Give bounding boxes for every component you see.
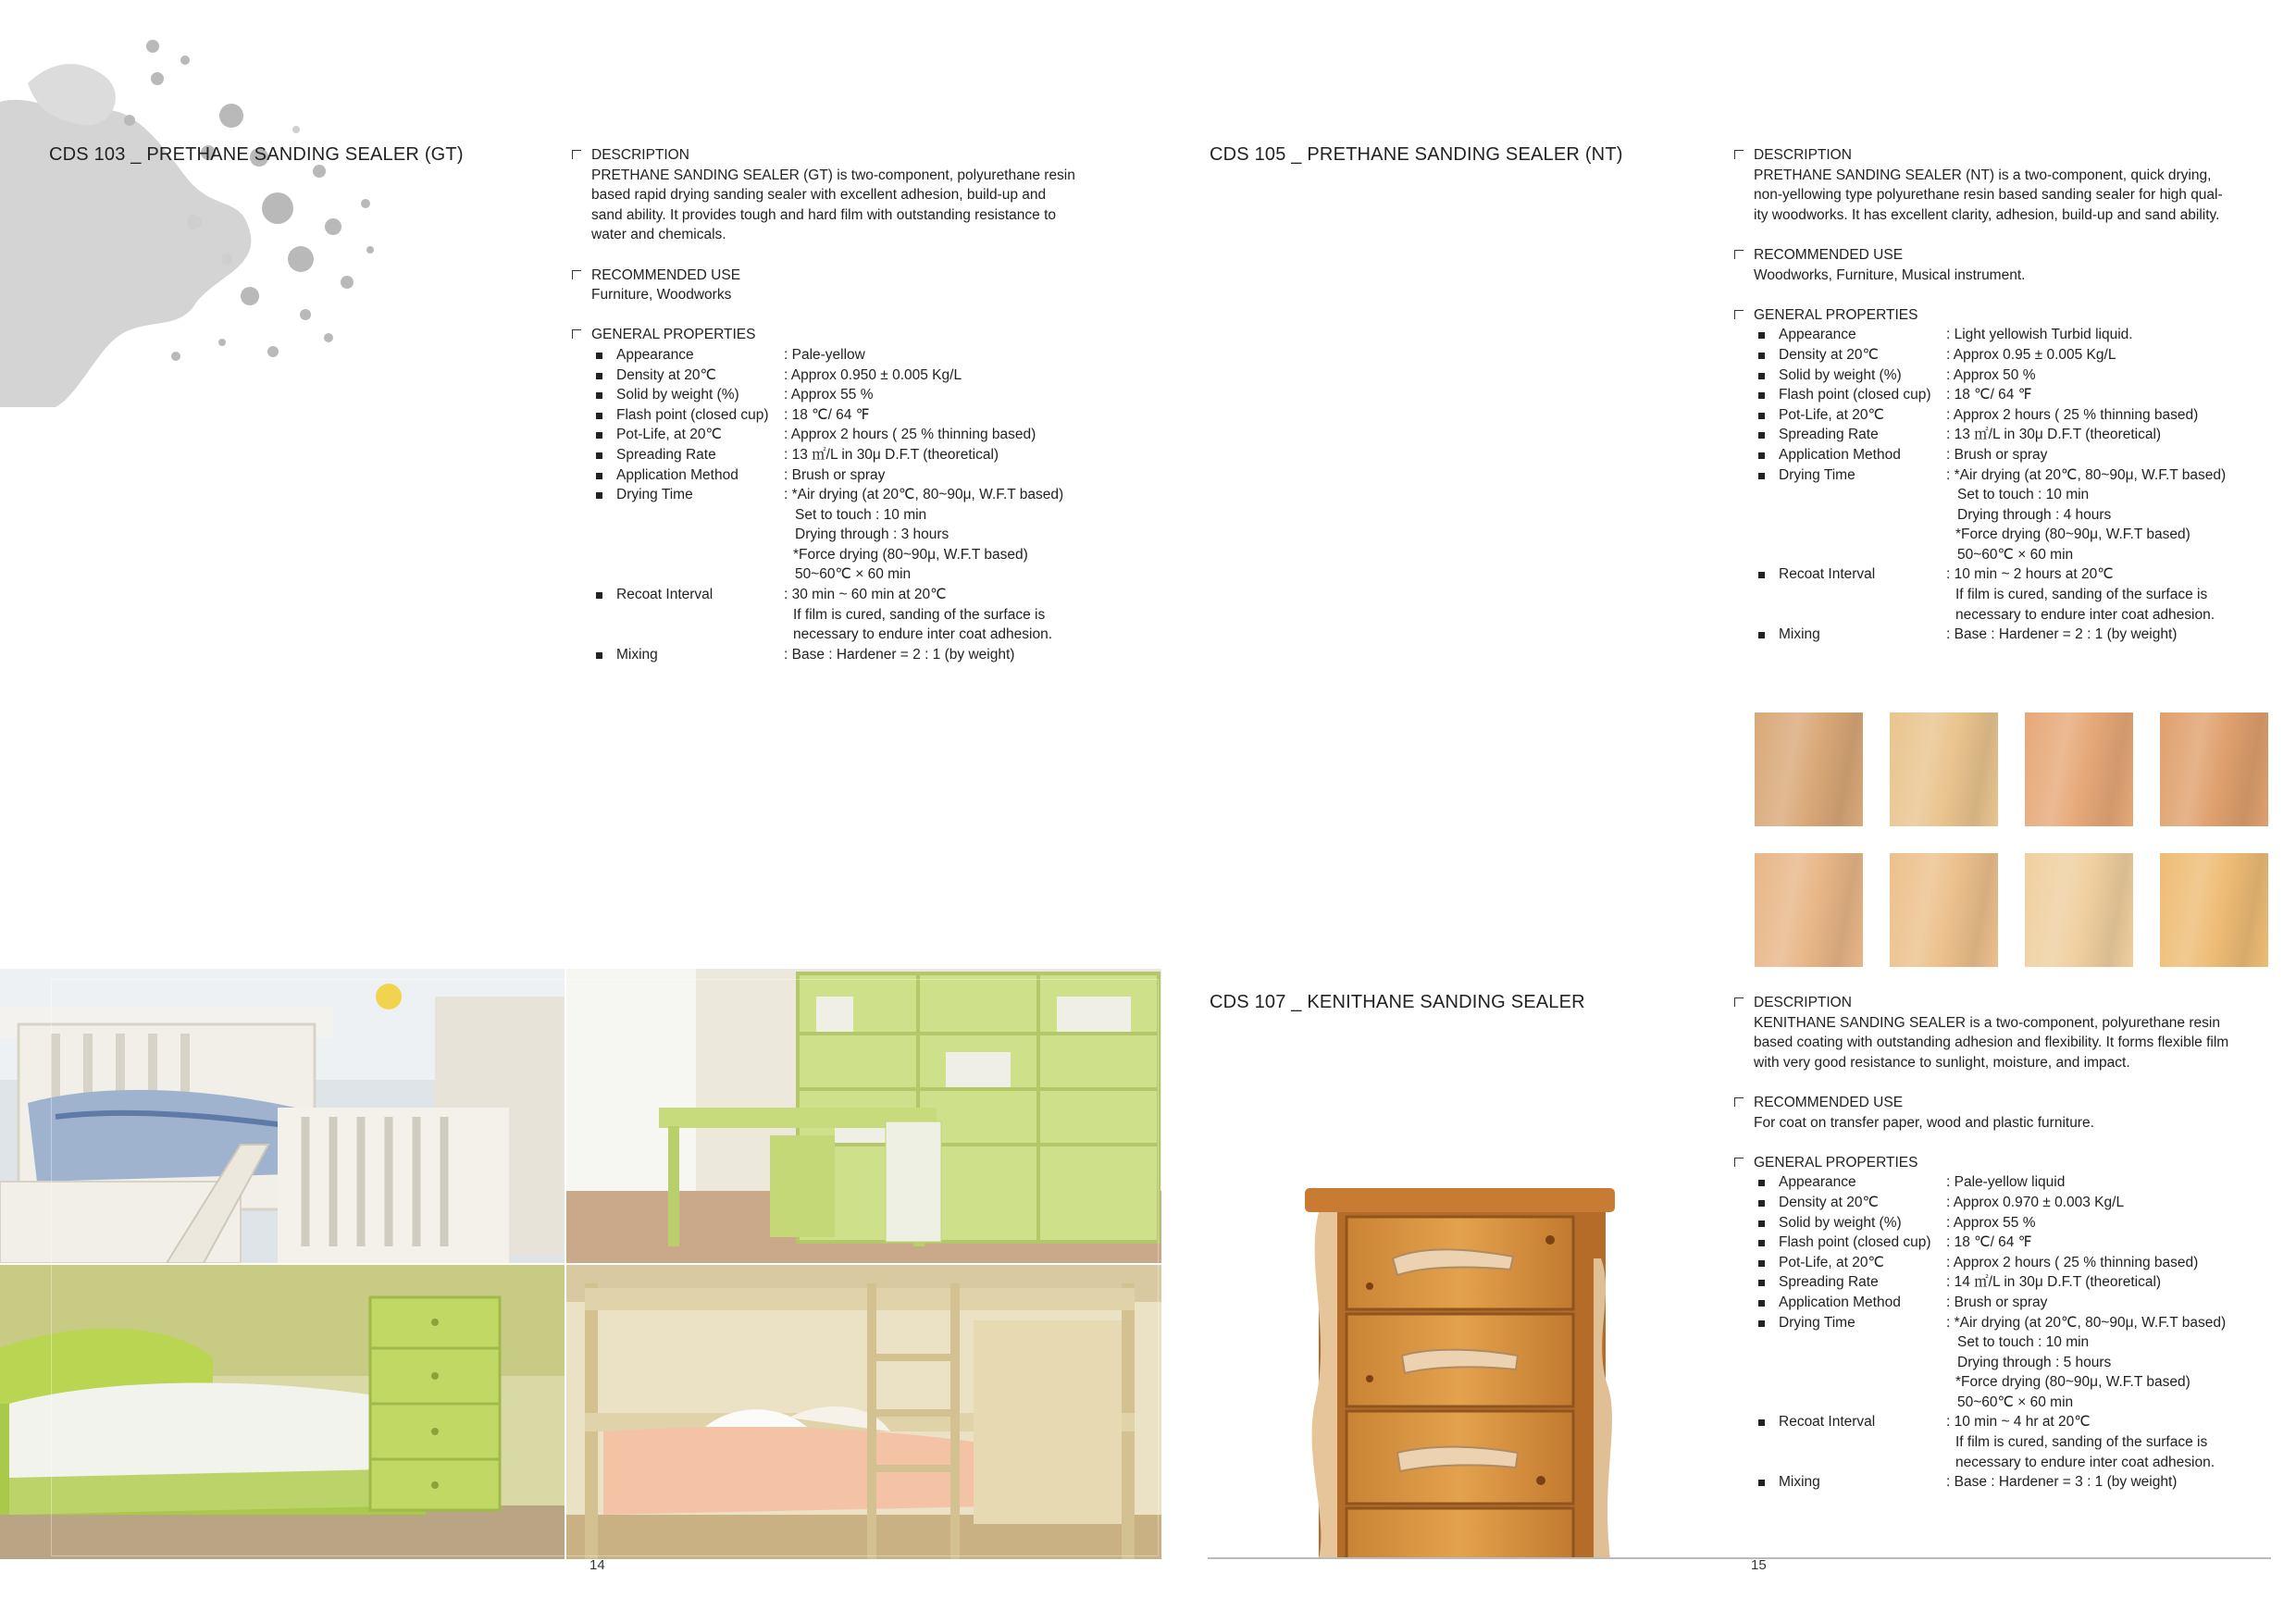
section-marker-icon [572,270,581,279]
bullet-icon [1732,325,1779,345]
property-name: Pot-Life, at 20℃ [1779,1254,1884,1270]
description-line: ity woodworks. It has excellent clarity, adhesion, build-up and sand ability. [1754,206,2220,223]
property-value: necessary to endure inter coat adhesion. [1955,606,2215,623]
section-marker-icon [1734,997,1744,1007]
properties-list [570,345,1112,665]
property-row [570,365,1112,386]
property-value: : Brush or spray [784,466,886,483]
bullet-icon [1732,564,1779,625]
property-name: Application Method [616,466,738,483]
wood-swatch [2160,712,2268,826]
property-value: : Brush or spray [1946,1294,2048,1310]
property-name: Solid by weight (%) [1779,1214,1902,1231]
property-value: : 10 min ~ 2 hours at 20℃ [1946,566,2114,583]
property-value: *Force drying (80~90μ, W.F.T based) [1955,527,2191,543]
product-details-cds105 [1732,145,2271,645]
property-value: : 18 ℃/ 64 ℉ [1946,1234,2032,1251]
section-marker-icon [1734,150,1744,159]
bullet-icon [1732,1472,1779,1493]
bullet-icon [1732,1233,1779,1253]
property-name: Appearance [616,346,694,363]
property-row [1732,1472,2271,1493]
property-name: Application Method [1779,446,1901,463]
page-number-right: 15 [1751,1557,1767,1573]
property-name: Pot-Life, at 20℃ [616,427,722,443]
property-name: Spreading Rate [1779,1274,1879,1291]
wood-swatch [1890,712,1998,826]
general-properties-heading: GENERAL PROPERTIES [1732,1153,2271,1173]
property-row [1732,625,2271,645]
property-row [1732,445,2271,465]
property-value: : Base : Hardener = 3 : 1 (by weight) [1946,1474,2178,1491]
property-value: : 14 ㎡/L in 30μ D.F.T (theoretical) [1946,1274,2162,1291]
property-value: : Approx 2 hours ( 25 % thinning based) [1946,1254,2199,1270]
property-row [1732,1233,2271,1253]
property-value: *Force drying (80~90μ, W.F.T based) [1955,1374,2191,1391]
section-marker-icon [572,150,581,159]
section-marker-icon [1734,250,1744,259]
description-line: based coating with outstanding adhesion and flexibility. It forms flexible film [1754,1035,2229,1051]
property-row [1732,345,2271,365]
property-name: Appearance [1779,1174,1856,1191]
property-name: Recoat Interval [1779,566,1876,583]
property-row [1732,1213,2271,1233]
description-line: sand ability. It provides tough and hard film with outstanding resistance to [591,206,1057,223]
property-value: necessary to endure inter coat adhesion. [793,626,1053,643]
property-value: : Approx 55 % [784,387,874,403]
property-name: Drying Time [616,487,693,503]
bullet-icon [1732,385,1779,405]
property-name: Density at 20℃ [1779,346,1879,363]
bullet-icon [1732,1213,1779,1233]
property-name: Pot-Life, at 20℃ [1779,406,1884,423]
description-text [570,166,1112,245]
bullet-icon [1732,1293,1779,1313]
property-row [570,345,1112,365]
properties-list [1732,1172,2271,1493]
description-line: PRETHANE SANDING SEALER (NT) is a two-component, quick drying, [1754,167,2212,183]
property-row [570,425,1112,445]
bullet-icon [1732,1253,1779,1273]
general-properties-heading: GENERAL PROPERTIES [570,325,1112,345]
bullet-icon [570,425,616,445]
property-value: : 13 ㎡/L in 30μ D.F.T (theoretical) [1946,427,2162,443]
property-value: : 10 min ~ 4 hr at 20℃ [1946,1414,2091,1431]
property-row [1732,1293,2271,1313]
property-row [1732,385,2271,405]
property-row [570,465,1112,486]
property-value: Drying through : 5 hours [1957,1354,2112,1370]
recommended-use-text: Furniture, Woodworks [591,287,732,304]
wood-swatch [2025,712,2133,826]
section-marker-icon [1734,310,1744,319]
property-row [1732,1172,2271,1193]
property-value: : 13 ㎡/L in 30μ D.F.T (theoretical) [784,446,999,463]
wood-swatch [2025,853,2133,967]
bullet-icon [570,465,616,486]
bullet-icon [1732,425,1779,445]
property-name: Mixing [1779,626,1820,643]
property-name: Recoat Interval [616,587,714,603]
property-name: Density at 20℃ [616,366,716,383]
property-value: : *Air drying (at 20℃, 80~90μ, W.F.T based) [1946,466,2227,483]
property-value: 50~60℃ × 60 min [795,566,912,583]
property-row [570,405,1112,426]
property-value: Drying through : 3 hours [795,527,949,543]
product-title-cds103: CDS 103 _ PRETHANE SANDING SEALER (GT) [49,144,464,165]
property-row [1732,365,2271,386]
property-value: If film is cured, sanding of the surface is [793,606,1046,623]
property-value: : 18 ℃/ 64 ℉ [784,406,870,423]
product-details-cds103 [570,145,1112,664]
description-line: non-yellowing type polyurethane resin based sanding sealer for high qual- [1754,187,2223,204]
property-row [570,385,1112,405]
description-line: with very good resistance to sunlight, moisture, and impact. [1754,1054,2130,1071]
description-heading: DESCRIPTION [1732,145,2271,166]
property-name: Solid by weight (%) [1779,366,1902,383]
photo-wooden-nightstand [1305,1184,1620,1559]
description-line: based rapid drying sanding sealer with excellent adhesion, build-up and [591,187,1047,204]
property-row [1732,1253,2271,1273]
properties-list [1732,325,2271,645]
property-name: Appearance [1779,327,1856,343]
wood-swatch [1890,853,1998,967]
property-value: If film is cured, sanding of the surface is [1955,587,2208,603]
property-value: : *Air drying (at 20℃, 80~90μ, W.F.T based) [1946,1314,2227,1331]
general-properties-heading: GENERAL PROPERTIES [1732,305,2271,326]
bullet-icon [1732,1313,1779,1413]
property-value: Set to touch : 10 min [1957,1334,2090,1351]
property-value: 50~60℃ × 60 min [1957,1394,2074,1410]
bullet-icon [1732,345,1779,365]
property-row [1732,564,2271,625]
bullet-icon [570,345,616,365]
property-name: Solid by weight (%) [616,387,739,403]
description-line: water and chemicals. [591,227,726,243]
property-row [1732,325,2271,345]
property-value: If film is cured, sanding of the surface is [1955,1434,2208,1451]
property-row [1732,1412,2271,1472]
property-value: : Base : Hardener = 2 : 1 (by weight) [1946,626,2178,643]
property-value: : Pale-yellow [784,346,865,363]
property-value: : Base : Hardener = 2 : 1 (by weight) [784,646,1015,663]
property-row [1732,405,2271,426]
property-name: Flash point (closed cup) [1779,387,1931,403]
footer-rule [1208,1557,2271,1559]
property-row [1732,1193,2271,1213]
property-value: Set to touch : 10 min [1957,487,2090,503]
description-heading: DESCRIPTION [1732,993,2271,1013]
property-value: : 18 ℃/ 64 ℉ [1946,387,2032,403]
bullet-icon [1732,1412,1779,1472]
product-title-cds105: CDS 105 _ PRETHANE SANDING SEALER (NT) [1210,144,1623,165]
description-text [1732,1013,2271,1073]
property-value: necessary to endure inter coat adhesion. [1955,1454,2215,1470]
property-row [1732,1313,2271,1413]
property-name: Drying Time [1779,1314,1855,1331]
bullet-icon [1732,1193,1779,1213]
wood-swatch [2160,853,2268,967]
recommended-use-heading: RECOMMENDED USE [570,266,1112,286]
property-value: : Approx 2 hours ( 25 % thinning based) [1946,406,2199,423]
product-details-cds107 [1732,993,2271,1493]
recommended-use-heading: RECOMMENDED USE [1732,1093,2271,1113]
property-value: : Approx 0.95 ± 0.005 Kg/L [1946,346,2116,363]
bullet-icon [1732,1172,1779,1193]
product-title-cds107: CDS 107 _ KENITHANE SANDING SEALER [1210,992,1585,1012]
photo-grid-border [51,979,1159,1556]
property-value: : Approx 0.970 ± 0.003 Kg/L [1946,1194,2125,1210]
bullet-icon [1732,365,1779,386]
property-name: Flash point (closed cup) [1779,1234,1931,1251]
property-value: Drying through : 4 hours [1957,506,2112,523]
description-line: KENITHANE SANDING SEALER is a two-component, polyurethane resin [1754,1014,2220,1031]
section-marker-icon [1734,1097,1744,1107]
property-value: : Brush or spray [1946,446,2048,463]
property-value: Set to touch : 10 min [795,506,927,523]
recommended-use-text: For coat on transfer paper, wood and plastic furniture. [1754,1114,2094,1131]
bullet-icon [1732,625,1779,645]
description-text [1732,166,2271,226]
property-value: *Force drying (80~90μ, W.F.T based) [793,546,1028,563]
property-name: Flash point (closed cup) [616,406,769,423]
property-row [570,585,1112,645]
property-name: Spreading Rate [616,446,716,463]
property-row [570,485,1112,585]
property-name: Mixing [616,646,658,663]
bullet-icon [570,385,616,405]
bullet-icon [570,445,616,465]
bullet-icon [570,645,616,665]
recommended-use-heading: RECOMMENDED USE [1732,245,2271,266]
wood-swatch [1755,712,1863,826]
ink-splash-decoration [0,37,389,407]
property-value: : Approx 50 % [1946,366,2036,383]
bullet-icon [1732,405,1779,426]
bullet-icon [570,365,616,386]
property-value: : *Air drying (at 20℃, 80~90μ, W.F.T based) [784,487,1064,503]
property-value: : 30 min ~ 60 min at 20℃ [784,587,947,603]
recommended-use-text: Woodworks, Furniture, Musical instrument. [1754,266,2026,283]
property-name: Spreading Rate [1779,427,1879,443]
property-row [570,645,1112,665]
property-name: Mixing [1779,1474,1820,1491]
property-name: Recoat Interval [1779,1414,1876,1431]
description-line: PRETHANE SANDING SEALER (GT) is two-component, polyurethane resin [591,167,1075,183]
property-value: : Approx 55 % [1946,1214,2036,1231]
bullet-icon [1732,465,1779,565]
description-heading: DESCRIPTION [570,145,1112,166]
property-row [1732,425,2271,445]
bullet-icon [570,485,616,585]
property-value: : Approx 0.950 ± 0.005 Kg/L [784,366,962,383]
page-number-left: 14 [590,1557,605,1573]
property-row [1732,1272,2271,1293]
wood-swatch [1755,853,1863,967]
property-value: : Approx 2 hours ( 25 % thinning based) [784,427,1036,443]
bullet-icon [570,585,616,645]
section-marker-icon [572,329,581,339]
property-value: : Pale-yellow liquid [1946,1174,2066,1191]
property-row [570,445,1112,465]
bullet-icon [570,405,616,426]
property-row [1732,465,2271,565]
property-value: : Light yellowish Turbid liquid. [1946,327,2133,343]
property-name: Application Method [1779,1294,1901,1310]
bullet-icon [1732,1272,1779,1293]
property-value: 50~60℃ × 60 min [1957,546,2074,563]
property-name: Drying Time [1779,466,1855,483]
property-name: Density at 20℃ [1779,1194,1879,1210]
bullet-icon [1732,445,1779,465]
section-marker-icon [1734,1158,1744,1167]
